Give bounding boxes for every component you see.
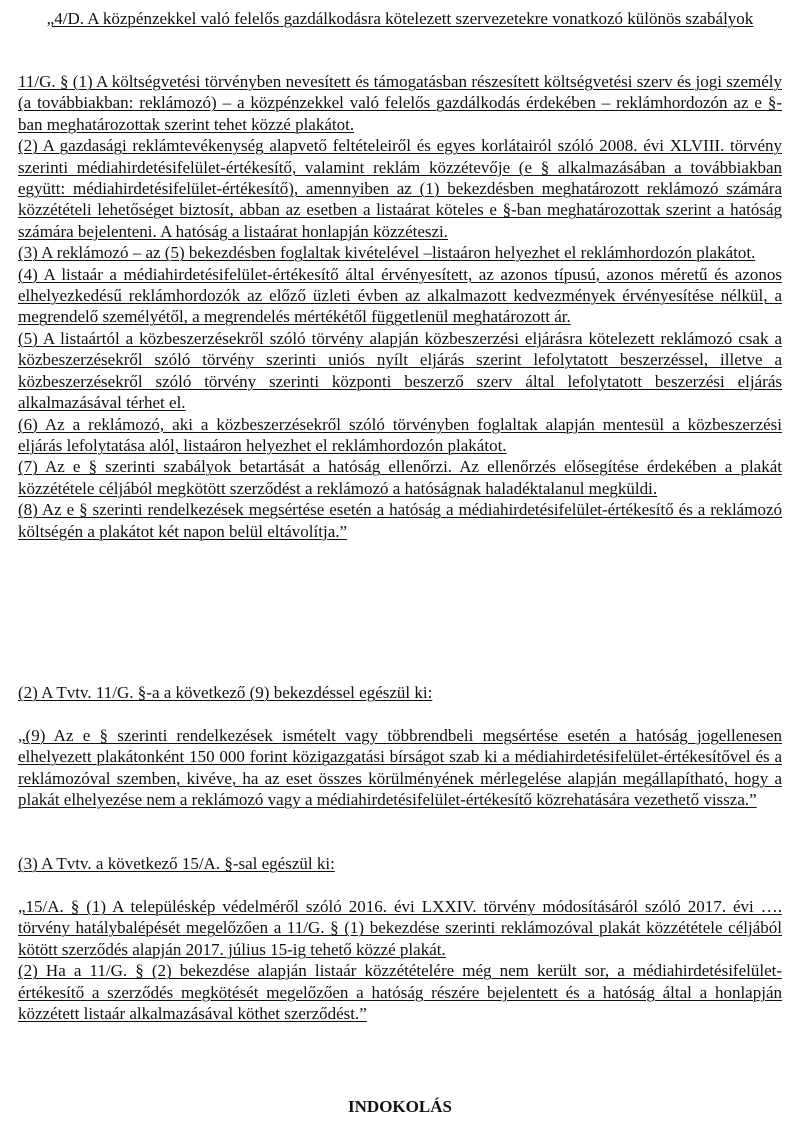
section-title: „4/D. A közpénzekkel való felelős gazdálkodásra kötelezett szervezetekre vonatkozó különös szabályok <box>46 9 754 28</box>
paragraph-15a-1: „15/A. § (1) A településkép védelméről szóló 2016. évi LXXIV. törvény módosításáról szóló 2017. évi …. törvény hatálybalépését megelőzően a 11/G. § (1) bekezdése szerinti reklámozóval plakát közzététele céljából kötött szerződés alapján 2017. július 15-ig tehető közzé plakát. <box>18 897 782 959</box>
amendment-2-intro <box>18 682 782 703</box>
section-11g <box>18 71 782 542</box>
paragraph-11g-3: (3) A reklámozó – az (5) bekezdésben foglaltak kivételével –listaáron helyezhet el reklámhordozón plakátot. <box>18 243 756 263</box>
paragraph-15a-2: (2) Ha a 11/G. § (2) bekezdése alapján listaár közzétételére még nem került sor, a médiahirdetésifelület-értékesítő a szerződés megkötését megelőzően a hatóság részére bejelentett és a hatóság által a honlapján közzétett listaár alkalmazásával köthet szerződést.” <box>18 961 782 1024</box>
paragraph-11g-6: (6) Az a reklámozó, aki a közbeszerzésekről szóló törvényben foglaltak alapján mentesül a közbeszerzési eljárás lefolytatása alól, listaáron helyezhet el reklámhordozón plakátot. <box>18 414 782 455</box>
paragraph-11g-8: (8) Az e § szerinti rendelkezések megsértése esetén a hatóság a médiahirdetésifelület-értékesítő és a reklámozó költségén a plakátot két napon belül eltávolítja.” <box>18 500 782 541</box>
paragraph-11g-7: (7) Az e § szerinti szabályok betartását a hatóság ellenőrzi. Az ellenőrzés elősegítése érdekében a plakát közzététele céljából megkötött szerződést a reklámozó a hatóságnak haladéktalanul megküldi. <box>18 457 782 498</box>
paragraph-11g-2: (2) A gazdasági reklámtevékenység alapvető feltételeiről és egyes korlátairól szóló 2008. évi XLVIII. törvény szerinti médiahirdetésifelület-értékesítő, valamint reklám közzétevője (e § alkalmazásában a továbbiakban együtt: médiahirdetésifelület-értékesítő), amennyiben az (1) bekezdésben meghatározott reklámozó számára közzétételi lehetőséget biztosít, abban az esetben a listaárat köteles e §-ban meghatározottak szerint a hatóság számára bejelenteni. A hatóság a listaárat honlapján közzéteszi. <box>18 136 782 241</box>
paragraph-11g-5: (5) A listaártól a közbeszerzésekről szóló törvény alapján közbeszerzési eljárásra kötelezett reklámozó csak a közbeszerzésekről szóló törvény szerinti uniós nyílt eljárás szerint lefolytatott beszerzéssel, illetve a közbeszerzésekről szóló törvény szerinti központi beszerző szerv által lefolytatott beszerzési eljárás alkalmazásával térhet el. <box>18 328 782 413</box>
paragraph-9: „(9) Az e § szerinti rendelkezések ismételt vagy többrendbeli megsértése esetén a hatóság jogellenesen elhelyezett plakátonként 150 000 forint közigazgatási bírságot szab ki a médiahirdetésifelület-értékesítővel és a reklámozóval szemben, kivéve, ha az eset összes körülményének mérlegelése alapján megállapítható, hogy a plakát elhelyezése nem a reklámozó vagy a médiahirdetésifelület-értékesítő közrehatására vezethető vissza.” <box>18 726 782 810</box>
section-15a <box>18 896 782 1024</box>
amendment-3-intro <box>18 853 782 874</box>
paragraph-11g-1: 11/G. § (1) A költségvetési törvényben nevesített és támogatásban részesített költségvetési szerv és jogi személy (a továbbiakban: reklámozó) – a közpénzekkel való felelős gazdálkodás érdekében – reklámhordozón az e §-ban meghatározottak szerint tehet közzé plakátot. <box>18 72 782 134</box>
amendment-3-intro-text: (3) A Tvtv. a következő 15/A. §-sal egészül ki: <box>18 854 335 873</box>
amendment-2-intro-text: (2) A Tvtv. 11/G. §-a a következő (9) bekezdéssel egészül ki: <box>18 683 433 702</box>
amendment-2-body <box>18 725 782 811</box>
paragraph-11g-4: (4) A listaár a médiahirdetésifelület-értékesítő által érvényesített, az azonos típusú, azonos méretű és azonos elhelyezkedésű reklámhordozók az előző üzleti évben az alkalmazott kedvezmények érvényesítése nélkül, a megrendelő személyétől, a megrendelés mértékétől függetlenül meghatározott ár. <box>18 264 782 327</box>
indokolas-heading: INDOKOLÁS <box>348 1097 452 1116</box>
